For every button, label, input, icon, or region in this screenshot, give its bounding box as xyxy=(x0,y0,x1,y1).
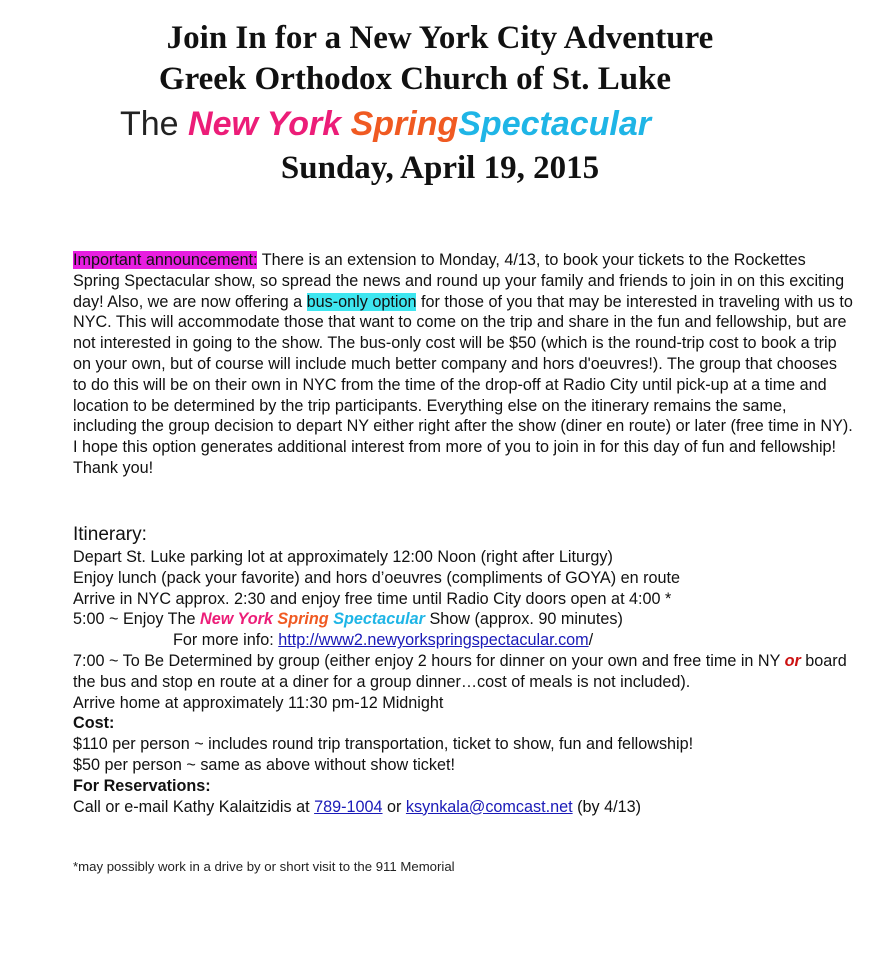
announcement-text-1: There is an extension to Monday, 4/13, to book your tickets to the Rockettes Spring Spectacular show, so spread the news and round up your family and friends to join in on this exciting day! Also, we are now offering a xyxy=(73,251,845,311)
itinerary-show xyxy=(73,609,863,630)
footnote: *may possibly work in a drive by or short visit to the 911 Memorial xyxy=(73,859,455,874)
tbd-post: board the bus and stop en route at a diner for a group dinner…cost of meals is not included). xyxy=(73,651,847,691)
announcement-paragraph xyxy=(73,250,853,479)
itinerary-depart: Depart St. Luke parking lot at approximately 12:00 Noon (right after Liturgy) xyxy=(73,548,613,566)
reservations-label: For Reservations: xyxy=(73,776,211,795)
more-info-link[interactable]: http://www2.newyorkspringspectacular.com xyxy=(278,631,589,650)
title-spring: Spring xyxy=(350,105,459,143)
tbd-or: or xyxy=(784,651,801,670)
more-info-label: For more info: xyxy=(173,631,279,650)
show-post: Show (approx. 90 minutes) xyxy=(424,610,623,629)
reservations-pre: Call or e-mail Kathy Kalaitzidis at xyxy=(73,797,315,816)
cost-line-1: $110 per person ~ includes round trip transportation, ticket to show, fun and fellowship! xyxy=(73,735,694,754)
announcement-label: Important announcement: xyxy=(73,251,258,269)
cost-line-2: $50 per person ~ same as above without show ticket! xyxy=(73,755,455,774)
show-spring: Spring xyxy=(277,610,329,629)
itinerary-tbd xyxy=(73,651,863,693)
itinerary-section xyxy=(73,523,863,817)
more-info-slash: / xyxy=(588,631,594,650)
title-new-york: New York xyxy=(188,105,342,143)
show-spectacular: Spectacular xyxy=(333,610,425,629)
itinerary-home: Arrive home at approximately 11:30 pm-12 Midnight xyxy=(73,693,444,712)
itinerary-title: Itinerary: xyxy=(73,524,147,545)
announcement-text-2: for those of you that may be interested in traveling with us to NYC. This will accommodate those that want to come on the trip and share in the fun and fellowship, but are not interested in going to the show. The bus-only cost will be $50 (which is the round-trip cost to book a trip on your own, but of course will include much better company and hors d'oeuvres!). The group that chooses to do this will be on their own in NYC from the time of the drop-off at Radio City until pick-up at a time and location to be determined by the trip participants. Everything else on the itinerary remains the same, including the group decision to depart NY either right after the show (diner en route) or later (free time in NY). I hope this option generates additional interest from more of you to join in for this day of fun and fellowship! Thank you! xyxy=(73,292,853,477)
reservations-line xyxy=(73,797,863,818)
itinerary-more-info xyxy=(73,630,863,651)
reservations-post: (by 4/13) xyxy=(572,797,641,816)
itinerary-lunch: Enjoy lunch (pack your favorite) and hors d’oeuvres (compliments of GOYA) en route xyxy=(73,568,681,587)
reservations-mid: or xyxy=(382,797,406,816)
tbd-pre: 7:00 ~ To Be Determined by group (either enjoy 2 hours for dinner on your own and free time in NY xyxy=(73,651,785,670)
cost-label: Cost: xyxy=(73,714,115,733)
headline-date: Sunday, April 19, 2015 xyxy=(280,150,600,186)
show-pre: 5:00 ~ Enjoy The xyxy=(73,610,201,629)
title-spectacular: Spectacular xyxy=(458,105,652,143)
headline-church: Greek Orthodox Church of St. Luke xyxy=(158,61,672,97)
show-new-york: New York xyxy=(200,610,273,629)
reservations-email-link[interactable]: ksynkala@comcast.net xyxy=(405,797,573,816)
title-the: The xyxy=(120,105,179,143)
headline-show-title xyxy=(120,102,651,146)
bus-only-highlight: bus-only option xyxy=(306,292,417,311)
headline-adventure: Join In for a New York City Adventure xyxy=(166,20,714,56)
reservations-phone-link[interactable]: 789-1004 xyxy=(314,797,383,816)
itinerary-arrive: Arrive in NYC approx. 2:30 and enjoy free time until Radio City doors open at 4:00 * xyxy=(73,589,672,608)
